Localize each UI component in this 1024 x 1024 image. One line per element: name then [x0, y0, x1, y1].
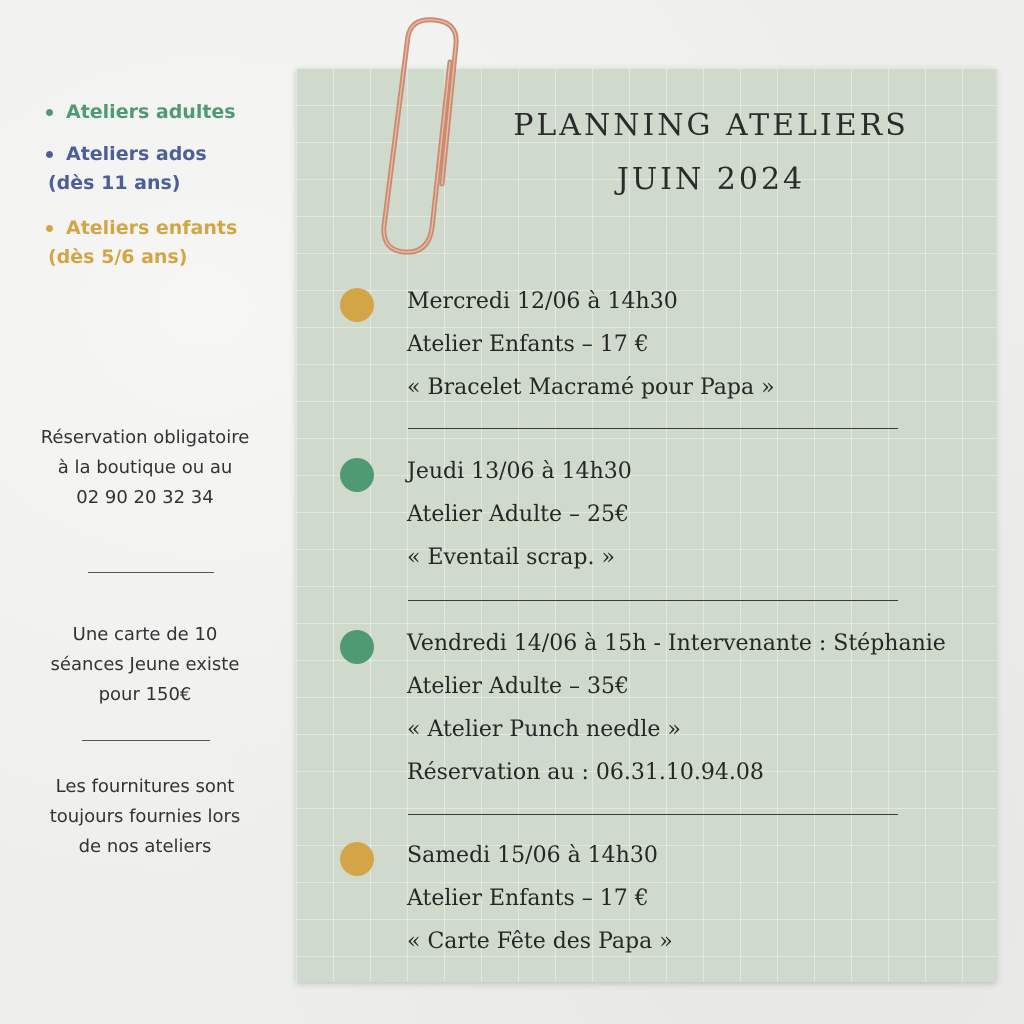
legend-label: Ateliers adultes: [66, 101, 236, 123]
event-type-price: Atelier Enfants – 17 €: [407, 886, 649, 911]
event-type-price: Atelier Adulte – 35€: [407, 674, 629, 699]
event-title: « Bracelet Macramé pour Papa »: [407, 375, 775, 400]
legend-age: (dès 11 ans): [48, 172, 181, 194]
event-item: [340, 280, 980, 409]
event-title: « Carte Fête des Papa »: [407, 929, 673, 954]
page-subtitle: JUIN 2024: [616, 162, 806, 197]
legend-item-ados: [40, 138, 280, 196]
event-bullet-icon: [340, 630, 374, 664]
event-bullet-icon: [340, 288, 374, 322]
paperclip-icon: [364, 14, 484, 264]
page-title: PLANNING ATELIERS: [513, 108, 909, 143]
event-type-price: Atelier Adulte – 25€: [407, 502, 629, 527]
event-date: Vendredi 14/06 à 15h - Intervenante : Stéphanie: [407, 631, 946, 656]
legend-age: (dès 5/6 ans): [48, 246, 188, 268]
event-reservation: Réservation au : 06.31.10.94.08: [407, 760, 764, 785]
legend-item-adultes: [40, 96, 280, 128]
info-line: à la boutique ou au: [57, 457, 233, 478]
event-date: Mercredi 12/06 à 14h30: [407, 289, 678, 314]
event-bullet-icon: [340, 458, 374, 492]
divider: [88, 572, 214, 573]
event-title: « Atelier Punch needle »: [407, 717, 681, 742]
event-divider: [408, 600, 898, 601]
info-line: Une carte de 10: [72, 624, 218, 645]
event-date: Samedi 15/06 à 14h30: [407, 843, 658, 868]
legend-bullet-icon: [46, 225, 53, 232]
event-divider: [408, 814, 898, 815]
event-item: [340, 450, 980, 579]
info-line: toujours fournies lors: [49, 806, 241, 827]
info-line: de nos ateliers: [78, 836, 212, 857]
legend-item-enfants: [40, 212, 280, 270]
carte-info: [20, 620, 270, 710]
event-item: [340, 622, 980, 794]
event-divider: [408, 428, 898, 429]
event-date: Jeudi 13/06 à 14h30: [407, 459, 632, 484]
info-line: Réservation obligatoire: [40, 427, 250, 448]
event-bullet-icon: [340, 842, 374, 876]
info-line: séances Jeune existe: [50, 654, 240, 675]
divider: [82, 740, 210, 741]
event-item: [340, 834, 980, 963]
legend-label: Ateliers ados: [66, 143, 207, 165]
legend-bullet-icon: [46, 151, 53, 158]
legend: [40, 96, 280, 270]
fournitures-info: [20, 772, 270, 862]
info-line: Les fournitures sont: [55, 776, 235, 797]
info-line: pour 150€: [98, 684, 192, 705]
event-title: « Eventail scrap. »: [407, 545, 615, 570]
phone-number: 02 90 20 32 34: [76, 487, 214, 508]
event-type-price: Atelier Enfants – 17 €: [407, 332, 649, 357]
legend-label: Ateliers enfants: [66, 217, 238, 239]
legend-bullet-icon: [46, 109, 53, 116]
reservation-info: [20, 423, 270, 513]
